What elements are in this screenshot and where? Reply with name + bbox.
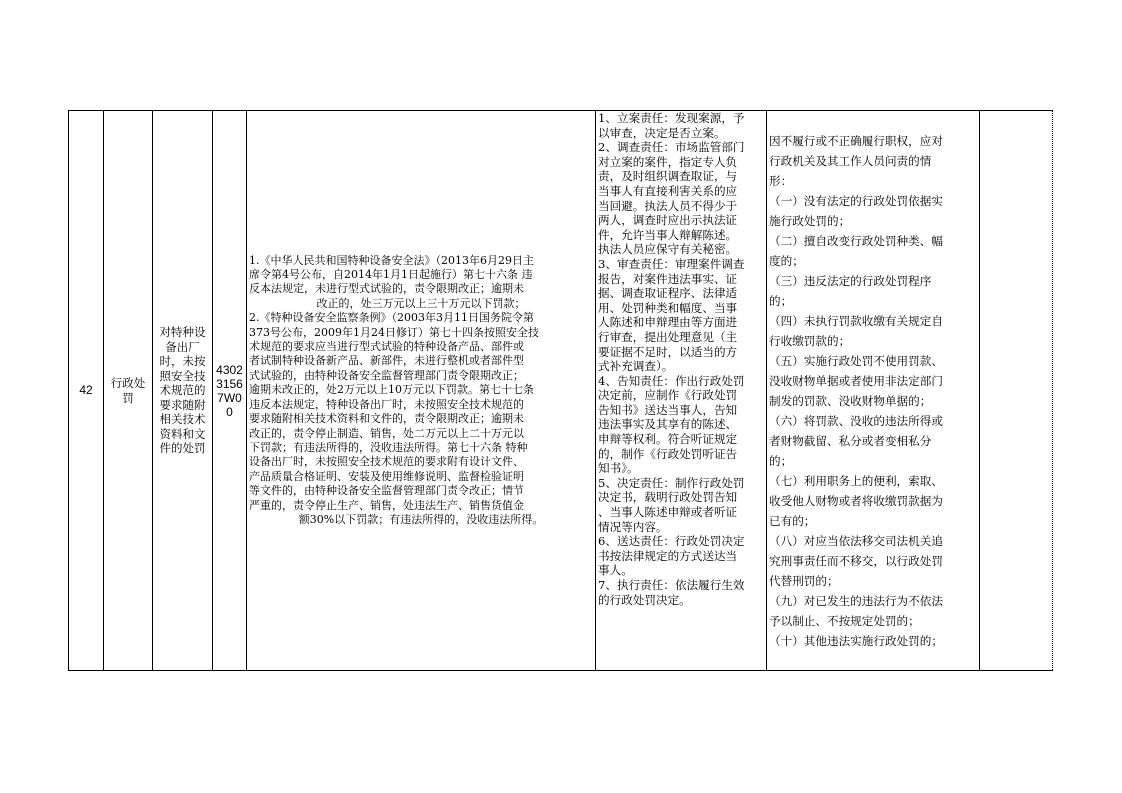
accountability-line: （五）实施行政处罚不使用罚款、: [769, 353, 943, 368]
accountability-cases: [767, 111, 980, 671]
legal-basis-line: 改正的，处三万元以上三十万元以下罚款；: [316, 296, 526, 310]
legal-basis-line: 等文件的，由特种设备安全监督管理部门责令改正；情节: [249, 484, 524, 498]
legal-basis-line: 2.《特种设备安全监察条例》（2003年3月11日国务院令第: [249, 311, 534, 325]
accountability-line: 施行政处罚的；: [769, 213, 851, 228]
row-number: 42: [69, 111, 104, 671]
responsibility-line: 两人，调查时应出示执法证: [598, 213, 738, 228]
responsibility-line: 当回避。执法人员不得少于: [598, 198, 738, 213]
accountability-line: （二）擅自改变行政处罚种类、幅: [769, 233, 943, 248]
accountability-line: （一）没有法定的行政处罚依据实: [769, 193, 943, 208]
responsibility-line: 件，允许当事人辩解陈述。: [598, 227, 738, 242]
legal-basis-line: 373号公布，2009年1月24日修订）第七十四条按照安全技: [249, 325, 539, 339]
responsibility-line: 人陈述和申辩理由等方面进: [598, 315, 738, 330]
legal-basis-line: 术规范的要求应当进行型式试验的特种设备产品、部件或: [249, 340, 524, 354]
responsibility-line: 告知书》送达当事人，告知: [598, 402, 738, 417]
responsibility-line: 7、执行责任：依法履行生效: [598, 578, 745, 592]
responsibility-line: 、当事人陈述申辩或者听证: [598, 505, 738, 520]
responsibility-items: [596, 111, 767, 671]
responsibility-line: 决定书，载明行政处罚告知: [598, 490, 738, 505]
responsibility-line: 情况等内容。: [598, 519, 668, 534]
accountability-line: 的；: [769, 293, 793, 308]
accountability-line: （四）未执行罚款收缴有关规定自: [769, 313, 943, 328]
accountability-line: 度的；: [769, 253, 804, 268]
legal-basis-line: 要求随附相关技术资料和文件的，责令限期改正；逾期未: [249, 412, 524, 426]
accountability-line: 形：: [769, 173, 793, 188]
responsibility-line: 知书》。: [598, 461, 639, 476]
responsibility-line: 违法事实及其享有的陈述、: [598, 417, 738, 432]
responsibility-line: 要证据不足时，以适当的方: [598, 344, 738, 359]
responsibility-line: 3、审查责任：审理案件调查: [598, 256, 745, 271]
accountability-line: 行收缴罚款的；: [769, 333, 851, 348]
legal-basis-line: 额30%以下罚款；有违法所得的，没收违法所得。: [298, 512, 544, 526]
legal-basis-line: 式试验的，由特种设备安全监督管理部门责令限期改正；: [249, 368, 524, 382]
accountability-line: 已有的；: [769, 513, 816, 528]
legal-basis-line: 者试制特种设备新产品、新部件，未进行整机或者部件型: [249, 354, 524, 368]
accountability-line: 予以制止、不按规定处罚的；: [769, 613, 920, 628]
legal-basis-line: 改正的，责令停止制造、销售，处二万元以上二十万元以: [249, 426, 524, 440]
responsibility-line: 以审查，决定是否立案。: [598, 125, 726, 140]
legal-basis-line: 下罚款；有违法所得的，没收违法所得。第七十六条 特种: [249, 440, 528, 454]
accountability-line: 收受他人财物或者将收缴罚款据为: [769, 493, 943, 508]
responsibility-line: 决定前，应制作《行政处罚: [598, 388, 738, 403]
item-code: 43023156 7W00: [213, 111, 247, 671]
responsibility-line: 6、送达责任：行政处罚决定: [598, 534, 745, 549]
legal-basis-line: 设备出厂时，未按照安全技术规范的要求附有设计文件、: [249, 455, 524, 469]
responsibility-line: 事人。: [598, 563, 633, 578]
responsibility-line: 式补充调查）。: [598, 359, 674, 374]
table-row: [69, 111, 1053, 671]
responsibility-line: 当事人有直接利害关系的应: [598, 183, 738, 198]
accountability-line: （六）将罚款、没收的违法所得或: [769, 413, 943, 428]
responsibility-line: 1、立案责任：发现案源，予: [598, 111, 745, 125]
remarks-cell: [980, 111, 1053, 671]
accountability-line: 的；: [769, 453, 793, 468]
responsibility-line: 4、告知责任：作出行政处罚: [598, 373, 745, 388]
responsibility-line: 的行政处罚决定。: [598, 592, 691, 607]
accountability-line: （十）其他违法实施行政处罚的；: [769, 633, 943, 648]
accountability-line: 者财物截留、私分或者变相私分: [769, 433, 932, 448]
responsibility-line: 据、调查取证程序、法律适: [598, 286, 738, 301]
legal-basis-line: 反本法规定，未进行型式试验的，责令限期改正；逾期未: [249, 282, 524, 296]
responsibility-line: 2、调查责任：市场监管部门: [598, 140, 745, 155]
responsibility-line: 书按法律规定的方式送达当: [598, 548, 738, 563]
power-type: 行政处罚: [104, 111, 153, 671]
accountability-line: 制发的罚款、没收财物单据的；: [769, 393, 932, 408]
responsibility-line: 执法人员应保守有关秘密。: [598, 242, 738, 257]
legal-basis-line: 违反本法规定，特种设备出厂时，未按照安全技术规范的: [249, 397, 524, 411]
responsibility-line: 申辩等权利。符合听证规定: [598, 432, 738, 447]
accountability-line: （九）对已发生的违法行为不依法: [769, 593, 943, 608]
responsibility-line: 责，及时组织调查取证，与: [598, 169, 738, 184]
power-list-table: [68, 110, 1053, 671]
legal-basis-line: 产品质量合格证明、安装及使用维修说明、监督检验证明: [249, 469, 524, 483]
legal-basis-line: 严重的，责令停止生产、销售，处违法生产、销售货值金: [249, 498, 524, 512]
accountability-line: 因不履行或不正确履行职权，应对: [769, 133, 943, 148]
accountability-line: （三）违反法定的行政处罚程序: [769, 273, 932, 288]
responsibility-line: 行审查，提出处理意见（主: [598, 329, 738, 344]
accountability-line: 究刑事责任而不移交，以行政处罚: [769, 553, 943, 568]
accountability-line: 行政机关及其工作人员问责的情: [769, 153, 932, 168]
accountability-line: （八）对应当依法移交司法机关追: [769, 533, 943, 548]
responsibility-line: 用、处罚种类和幅度、当事: [598, 300, 738, 315]
responsibility-line: 的，制作《行政处罚听证告: [598, 446, 738, 461]
responsibility-line: 报告，对案件违法事实、证: [598, 271, 738, 286]
item-name: 对特种设备出厂时，未按照安全技术规范的要求随附相关技术资料和文件的处罚: [153, 111, 213, 671]
legal-basis-line: 1.《中华人民共和国特种设备安全法》（2013年6月29日主: [249, 253, 534, 267]
legal-basis-line: 逾期未改正的，处2万元以上10万元以下罚款。第七十七条: [249, 383, 534, 397]
accountability-line: （七）利用职务上的便利，索取、: [769, 473, 943, 488]
legal-basis-line: 席令第4号公布，自2014年1月1日起施行）第七十六条 违: [249, 268, 533, 282]
power-list-table-wrapper: [68, 110, 1052, 671]
legal-basis: [247, 111, 596, 671]
responsibility-line: 对立案的案件，指定专人负: [598, 154, 738, 169]
responsibility-line: 5、决定责任：制作行政处罚: [598, 475, 745, 490]
accountability-line: 代替刑罚的；: [769, 573, 839, 588]
accountability-line: 没收财物单据或者使用非法定部门: [769, 373, 943, 388]
